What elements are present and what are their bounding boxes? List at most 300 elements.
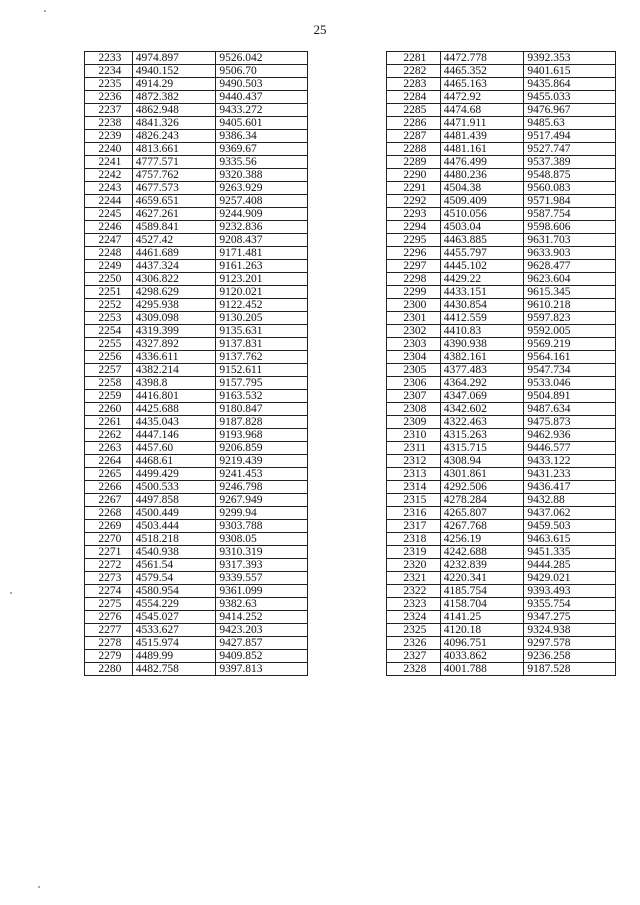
x-coordinate-cell: 4940.152 bbox=[132, 65, 216, 78]
x-coordinate-cell: 4841.326 bbox=[132, 117, 216, 130]
point-number-cell: 2297 bbox=[387, 260, 441, 273]
y-coordinate-cell: 9297.578 bbox=[524, 637, 616, 650]
y-coordinate-cell: 9455.033 bbox=[524, 91, 616, 104]
point-number-cell: 2275 bbox=[85, 598, 133, 611]
x-coordinate-cell: 4533.627 bbox=[132, 624, 216, 637]
point-number-cell: 2264 bbox=[85, 455, 133, 468]
x-coordinate-cell: 4481.161 bbox=[440, 143, 524, 156]
y-coordinate-cell: 9432.88 bbox=[524, 494, 616, 507]
table-row bbox=[85, 351, 308, 364]
y-coordinate-cell: 9308.05 bbox=[216, 533, 308, 546]
x-coordinate-cell: 4309.098 bbox=[132, 312, 216, 325]
table-row bbox=[387, 663, 616, 676]
point-number-cell: 2262 bbox=[85, 429, 133, 442]
point-number-cell: 2276 bbox=[85, 611, 133, 624]
table-row bbox=[387, 117, 616, 130]
scan-speck bbox=[10, 592, 12, 594]
table-row bbox=[387, 429, 616, 442]
table-row bbox=[387, 468, 616, 481]
point-number-cell: 2317 bbox=[387, 520, 441, 533]
table-row bbox=[387, 130, 616, 143]
x-coordinate-cell: 4813.661 bbox=[132, 143, 216, 156]
table-row bbox=[85, 520, 308, 533]
y-coordinate-cell: 9610.218 bbox=[524, 299, 616, 312]
x-coordinate-cell: 4527.42 bbox=[132, 234, 216, 247]
point-number-cell: 2291 bbox=[387, 182, 441, 195]
table-row bbox=[85, 637, 308, 650]
y-coordinate-cell: 9180.847 bbox=[216, 403, 308, 416]
y-coordinate-cell: 9299.94 bbox=[216, 507, 308, 520]
y-coordinate-cell: 9433.122 bbox=[524, 455, 616, 468]
x-coordinate-cell: 4659.651 bbox=[132, 195, 216, 208]
point-number-cell: 2274 bbox=[85, 585, 133, 598]
y-coordinate-cell: 9137.831 bbox=[216, 338, 308, 351]
y-coordinate-cell: 9485.63 bbox=[524, 117, 616, 130]
point-number-cell: 2256 bbox=[85, 351, 133, 364]
point-number-cell: 2304 bbox=[387, 351, 441, 364]
y-coordinate-cell: 9137.762 bbox=[216, 351, 308, 364]
y-coordinate-cell: 9451.335 bbox=[524, 546, 616, 559]
x-coordinate-cell: 4482.758 bbox=[132, 663, 216, 676]
point-number-cell: 2307 bbox=[387, 390, 441, 403]
x-coordinate-cell: 4677.573 bbox=[132, 182, 216, 195]
y-coordinate-cell: 9490.503 bbox=[216, 78, 308, 91]
point-number-cell: 2280 bbox=[85, 663, 133, 676]
table-row bbox=[85, 507, 308, 520]
x-coordinate-cell: 4327.892 bbox=[132, 338, 216, 351]
table-row bbox=[387, 455, 616, 468]
x-coordinate-cell: 4416.801 bbox=[132, 390, 216, 403]
table-row bbox=[85, 286, 308, 299]
coordinates-table-right bbox=[386, 51, 616, 676]
y-coordinate-cell: 9459.503 bbox=[524, 520, 616, 533]
table-row bbox=[85, 494, 308, 507]
point-number-cell: 2289 bbox=[387, 156, 441, 169]
table-row bbox=[85, 377, 308, 390]
y-coordinate-cell: 9475.873 bbox=[524, 416, 616, 429]
y-coordinate-cell: 9303.788 bbox=[216, 520, 308, 533]
x-coordinate-cell: 4001.788 bbox=[440, 663, 524, 676]
point-number-cell: 2309 bbox=[387, 416, 441, 429]
y-coordinate-cell: 9397.813 bbox=[216, 663, 308, 676]
y-coordinate-cell: 9361.099 bbox=[216, 585, 308, 598]
point-number-cell: 2292 bbox=[387, 195, 441, 208]
x-coordinate-cell: 4509.409 bbox=[440, 195, 524, 208]
x-coordinate-cell: 4471.911 bbox=[440, 117, 524, 130]
table-row bbox=[387, 624, 616, 637]
table-row bbox=[85, 624, 308, 637]
x-coordinate-cell: 4472.778 bbox=[440, 52, 524, 65]
point-number-cell: 2308 bbox=[387, 403, 441, 416]
table-row bbox=[85, 390, 308, 403]
point-number-cell: 2261 bbox=[85, 416, 133, 429]
y-coordinate-cell: 9320.388 bbox=[216, 169, 308, 182]
x-coordinate-cell: 4481.439 bbox=[440, 130, 524, 143]
y-coordinate-cell: 9506.70 bbox=[216, 65, 308, 78]
table-row bbox=[387, 559, 616, 572]
point-number-cell: 2299 bbox=[387, 286, 441, 299]
point-number-cell: 2305 bbox=[387, 364, 441, 377]
x-coordinate-cell: 4319.399 bbox=[132, 325, 216, 338]
point-number-cell: 2306 bbox=[387, 377, 441, 390]
x-coordinate-cell: 4301.861 bbox=[440, 468, 524, 481]
x-coordinate-cell: 4292.506 bbox=[440, 481, 524, 494]
point-number-cell: 2265 bbox=[85, 468, 133, 481]
point-number-cell: 2253 bbox=[85, 312, 133, 325]
y-coordinate-cell: 9206.859 bbox=[216, 442, 308, 455]
table-row bbox=[387, 169, 616, 182]
coordinates-table-left bbox=[84, 51, 308, 676]
table-row bbox=[387, 546, 616, 559]
y-coordinate-cell: 9504.891 bbox=[524, 390, 616, 403]
point-number-cell: 2242 bbox=[85, 169, 133, 182]
point-number-cell: 2288 bbox=[387, 143, 441, 156]
point-number-cell: 2278 bbox=[85, 637, 133, 650]
x-coordinate-cell: 4515.974 bbox=[132, 637, 216, 650]
point-number-cell: 2233 bbox=[85, 52, 133, 65]
x-coordinate-cell: 4540.938 bbox=[132, 546, 216, 559]
table-row bbox=[387, 650, 616, 663]
table-row bbox=[85, 585, 308, 598]
x-coordinate-cell: 4499.429 bbox=[132, 468, 216, 481]
x-coordinate-cell: 4256.19 bbox=[440, 533, 524, 546]
table-row bbox=[387, 104, 616, 117]
y-coordinate-cell: 9409.852 bbox=[216, 650, 308, 663]
point-number-cell: 2268 bbox=[85, 507, 133, 520]
point-number-cell: 2313 bbox=[387, 468, 441, 481]
y-coordinate-cell: 9193.968 bbox=[216, 429, 308, 442]
point-number-cell: 2248 bbox=[85, 247, 133, 260]
point-number-cell: 2247 bbox=[85, 234, 133, 247]
x-coordinate-cell: 4445.102 bbox=[440, 260, 524, 273]
table-row bbox=[85, 546, 308, 559]
table-row bbox=[387, 585, 616, 598]
x-coordinate-cell: 4463.885 bbox=[440, 234, 524, 247]
y-coordinate-cell: 9339.557 bbox=[216, 572, 308, 585]
y-coordinate-cell: 9335.56 bbox=[216, 156, 308, 169]
y-coordinate-cell: 9122.452 bbox=[216, 299, 308, 312]
y-coordinate-cell: 9564.161 bbox=[524, 351, 616, 364]
point-number-cell: 2285 bbox=[387, 104, 441, 117]
x-coordinate-cell: 4315.715 bbox=[440, 442, 524, 455]
point-number-cell: 2282 bbox=[387, 65, 441, 78]
x-coordinate-cell: 4382.214 bbox=[132, 364, 216, 377]
point-number-cell: 2246 bbox=[85, 221, 133, 234]
x-coordinate-cell: 4472.92 bbox=[440, 91, 524, 104]
x-coordinate-cell: 4580.954 bbox=[132, 585, 216, 598]
table-row bbox=[387, 234, 616, 247]
y-coordinate-cell: 9317.393 bbox=[216, 559, 308, 572]
table-row bbox=[85, 156, 308, 169]
x-coordinate-cell: 4489.99 bbox=[132, 650, 216, 663]
table-row bbox=[85, 455, 308, 468]
x-coordinate-cell: 4278.284 bbox=[440, 494, 524, 507]
y-coordinate-cell: 9462.936 bbox=[524, 429, 616, 442]
point-number-cell: 2322 bbox=[387, 585, 441, 598]
table-row bbox=[85, 143, 308, 156]
point-number-cell: 2273 bbox=[85, 572, 133, 585]
x-coordinate-cell: 4503.444 bbox=[132, 520, 216, 533]
x-coordinate-cell: 4974.897 bbox=[132, 52, 216, 65]
table-row bbox=[387, 442, 616, 455]
x-coordinate-cell: 4347.069 bbox=[440, 390, 524, 403]
point-number-cell: 2311 bbox=[387, 442, 441, 455]
table-row bbox=[387, 338, 616, 351]
y-coordinate-cell: 9405.601 bbox=[216, 117, 308, 130]
point-number-cell: 2328 bbox=[387, 663, 441, 676]
y-coordinate-cell: 9236.258 bbox=[524, 650, 616, 663]
point-number-cell: 2301 bbox=[387, 312, 441, 325]
table-row bbox=[85, 182, 308, 195]
x-coordinate-cell: 4315.263 bbox=[440, 429, 524, 442]
table-row bbox=[85, 364, 308, 377]
table-row bbox=[85, 533, 308, 546]
x-coordinate-cell: 4554.229 bbox=[132, 598, 216, 611]
y-coordinate-cell: 9386.34 bbox=[216, 130, 308, 143]
point-number-cell: 2239 bbox=[85, 130, 133, 143]
y-coordinate-cell: 9633.903 bbox=[524, 247, 616, 260]
x-coordinate-cell: 4158.704 bbox=[440, 598, 524, 611]
x-coordinate-cell: 4435.043 bbox=[132, 416, 216, 429]
y-coordinate-cell: 9161.263 bbox=[216, 260, 308, 273]
y-coordinate-cell: 9208.437 bbox=[216, 234, 308, 247]
x-coordinate-cell: 4500.533 bbox=[132, 481, 216, 494]
y-coordinate-cell: 9157.795 bbox=[216, 377, 308, 390]
y-coordinate-cell: 9246.798 bbox=[216, 481, 308, 494]
y-coordinate-cell: 9437.062 bbox=[524, 507, 616, 520]
point-number-cell: 2321 bbox=[387, 572, 441, 585]
y-coordinate-cell: 9598.606 bbox=[524, 221, 616, 234]
y-coordinate-cell: 9241.453 bbox=[216, 468, 308, 481]
point-number-cell: 2316 bbox=[387, 507, 441, 520]
point-number-cell: 2319 bbox=[387, 546, 441, 559]
table-row bbox=[387, 195, 616, 208]
table-row bbox=[387, 208, 616, 221]
x-coordinate-cell: 4862.948 bbox=[132, 104, 216, 117]
y-coordinate-cell: 9446.577 bbox=[524, 442, 616, 455]
table-row bbox=[387, 273, 616, 286]
table-row bbox=[85, 481, 308, 494]
point-number-cell: 2325 bbox=[387, 624, 441, 637]
y-coordinate-cell: 9533.046 bbox=[524, 377, 616, 390]
y-coordinate-cell: 9433.272 bbox=[216, 104, 308, 117]
table-row bbox=[387, 299, 616, 312]
x-coordinate-cell: 4504.38 bbox=[440, 182, 524, 195]
x-coordinate-cell: 4457.60 bbox=[132, 442, 216, 455]
point-number-cell: 2310 bbox=[387, 429, 441, 442]
point-number-cell: 2251 bbox=[85, 286, 133, 299]
point-number-cell: 2300 bbox=[387, 299, 441, 312]
table-row bbox=[85, 52, 308, 65]
point-number-cell: 2327 bbox=[387, 650, 441, 663]
point-number-cell: 2252 bbox=[85, 299, 133, 312]
point-number-cell: 2267 bbox=[85, 494, 133, 507]
y-coordinate-cell: 9517.494 bbox=[524, 130, 616, 143]
table-row bbox=[387, 312, 616, 325]
table-row bbox=[85, 247, 308, 260]
point-number-cell: 2250 bbox=[85, 273, 133, 286]
table-row bbox=[85, 195, 308, 208]
table-row bbox=[85, 442, 308, 455]
y-coordinate-cell: 9123.201 bbox=[216, 273, 308, 286]
table-row bbox=[387, 351, 616, 364]
x-coordinate-cell: 4377.483 bbox=[440, 364, 524, 377]
table-row bbox=[387, 416, 616, 429]
table-row bbox=[387, 377, 616, 390]
y-coordinate-cell: 9592.005 bbox=[524, 325, 616, 338]
x-coordinate-cell: 4425.688 bbox=[132, 403, 216, 416]
x-coordinate-cell: 4267.768 bbox=[440, 520, 524, 533]
point-number-cell: 2284 bbox=[387, 91, 441, 104]
y-coordinate-cell: 9569.219 bbox=[524, 338, 616, 351]
table-row bbox=[387, 611, 616, 624]
table-row bbox=[85, 104, 308, 117]
y-coordinate-cell: 9527.747 bbox=[524, 143, 616, 156]
point-number-cell: 2286 bbox=[387, 117, 441, 130]
table-row bbox=[85, 312, 308, 325]
x-coordinate-cell: 4826.243 bbox=[132, 130, 216, 143]
table-row bbox=[387, 520, 616, 533]
table-row bbox=[85, 221, 308, 234]
y-coordinate-cell: 9631.703 bbox=[524, 234, 616, 247]
table-row bbox=[85, 325, 308, 338]
table-row bbox=[85, 117, 308, 130]
point-number-cell: 2234 bbox=[85, 65, 133, 78]
x-coordinate-cell: 4382.161 bbox=[440, 351, 524, 364]
point-number-cell: 2320 bbox=[387, 559, 441, 572]
table-row bbox=[85, 572, 308, 585]
point-number-cell: 2303 bbox=[387, 338, 441, 351]
x-coordinate-cell: 4480.236 bbox=[440, 169, 524, 182]
point-number-cell: 2245 bbox=[85, 208, 133, 221]
x-coordinate-cell: 4295.938 bbox=[132, 299, 216, 312]
x-coordinate-cell: 4545.027 bbox=[132, 611, 216, 624]
y-coordinate-cell: 9427.857 bbox=[216, 637, 308, 650]
y-coordinate-cell: 9130.205 bbox=[216, 312, 308, 325]
point-number-cell: 2290 bbox=[387, 169, 441, 182]
y-coordinate-cell: 9382.63 bbox=[216, 598, 308, 611]
point-number-cell: 2315 bbox=[387, 494, 441, 507]
y-coordinate-cell: 9163.532 bbox=[216, 390, 308, 403]
y-coordinate-cell: 9444.285 bbox=[524, 559, 616, 572]
x-coordinate-cell: 4342.602 bbox=[440, 403, 524, 416]
table-row bbox=[387, 260, 616, 273]
x-coordinate-cell: 4308.94 bbox=[440, 455, 524, 468]
table-row bbox=[85, 416, 308, 429]
point-number-cell: 2257 bbox=[85, 364, 133, 377]
y-coordinate-cell: 9487.634 bbox=[524, 403, 616, 416]
point-number-cell: 2258 bbox=[85, 377, 133, 390]
x-coordinate-cell: 4096.751 bbox=[440, 637, 524, 650]
point-number-cell: 2296 bbox=[387, 247, 441, 260]
x-coordinate-cell: 4430.854 bbox=[440, 299, 524, 312]
x-coordinate-cell: 4461.689 bbox=[132, 247, 216, 260]
y-coordinate-cell: 9476.967 bbox=[524, 104, 616, 117]
point-number-cell: 2236 bbox=[85, 91, 133, 104]
page-number: 25 bbox=[313, 22, 327, 37]
x-coordinate-cell: 4412.559 bbox=[440, 312, 524, 325]
point-number-cell: 2241 bbox=[85, 156, 133, 169]
table-row bbox=[387, 221, 616, 234]
table-row bbox=[387, 325, 616, 338]
table-row bbox=[387, 637, 616, 650]
x-coordinate-cell: 4510.056 bbox=[440, 208, 524, 221]
table-row bbox=[387, 494, 616, 507]
y-coordinate-cell: 9244.909 bbox=[216, 208, 308, 221]
table-row bbox=[85, 169, 308, 182]
table-row bbox=[387, 286, 616, 299]
x-coordinate-cell: 4503.04 bbox=[440, 221, 524, 234]
table-row bbox=[85, 65, 308, 78]
y-coordinate-cell: 9587.754 bbox=[524, 208, 616, 221]
x-coordinate-cell: 4589.841 bbox=[132, 221, 216, 234]
x-coordinate-cell: 4468.61 bbox=[132, 455, 216, 468]
table-row bbox=[387, 78, 616, 91]
scan-speck bbox=[44, 10, 46, 12]
x-coordinate-cell: 4429.22 bbox=[440, 273, 524, 286]
table-row bbox=[387, 481, 616, 494]
y-coordinate-cell: 9628.477 bbox=[524, 260, 616, 273]
y-coordinate-cell: 9267.949 bbox=[216, 494, 308, 507]
x-coordinate-cell: 4474.68 bbox=[440, 104, 524, 117]
y-coordinate-cell: 9615.345 bbox=[524, 286, 616, 299]
y-coordinate-cell: 9187.828 bbox=[216, 416, 308, 429]
x-coordinate-cell: 4579.54 bbox=[132, 572, 216, 585]
point-number-cell: 2312 bbox=[387, 455, 441, 468]
table-row bbox=[387, 507, 616, 520]
point-number-cell: 2277 bbox=[85, 624, 133, 637]
y-coordinate-cell: 9597.823 bbox=[524, 312, 616, 325]
y-coordinate-cell: 9463.615 bbox=[524, 533, 616, 546]
y-coordinate-cell: 9560.083 bbox=[524, 182, 616, 195]
point-number-cell: 2235 bbox=[85, 78, 133, 91]
table-row bbox=[387, 91, 616, 104]
table-row bbox=[387, 390, 616, 403]
table-row bbox=[85, 273, 308, 286]
x-coordinate-cell: 4265.807 bbox=[440, 507, 524, 520]
x-coordinate-cell: 4777.571 bbox=[132, 156, 216, 169]
y-coordinate-cell: 9526.042 bbox=[216, 52, 308, 65]
x-coordinate-cell: 4627.261 bbox=[132, 208, 216, 221]
y-coordinate-cell: 9393.493 bbox=[524, 585, 616, 598]
y-coordinate-cell: 9310.319 bbox=[216, 546, 308, 559]
y-coordinate-cell: 9187.528 bbox=[524, 663, 616, 676]
x-coordinate-cell: 4914.29 bbox=[132, 78, 216, 91]
table-row bbox=[85, 650, 308, 663]
y-coordinate-cell: 9120.021 bbox=[216, 286, 308, 299]
table-row bbox=[85, 78, 308, 91]
y-coordinate-cell: 9423.203 bbox=[216, 624, 308, 637]
x-coordinate-cell: 4437.324 bbox=[132, 260, 216, 273]
table-row bbox=[85, 468, 308, 481]
y-coordinate-cell: 9171.481 bbox=[216, 247, 308, 260]
y-coordinate-cell: 9414.252 bbox=[216, 611, 308, 624]
x-coordinate-cell: 4872.382 bbox=[132, 91, 216, 104]
point-number-cell: 2294 bbox=[387, 221, 441, 234]
point-number-cell: 2272 bbox=[85, 559, 133, 572]
y-coordinate-cell: 9257.408 bbox=[216, 195, 308, 208]
y-coordinate-cell: 9355.754 bbox=[524, 598, 616, 611]
y-coordinate-cell: 9440.437 bbox=[216, 91, 308, 104]
x-coordinate-cell: 4185.754 bbox=[440, 585, 524, 598]
y-coordinate-cell: 9401.615 bbox=[524, 65, 616, 78]
point-number-cell: 2244 bbox=[85, 195, 133, 208]
point-number-cell: 2243 bbox=[85, 182, 133, 195]
x-coordinate-cell: 4398.8 bbox=[132, 377, 216, 390]
x-coordinate-cell: 4220.341 bbox=[440, 572, 524, 585]
y-coordinate-cell: 9324.938 bbox=[524, 624, 616, 637]
y-coordinate-cell: 9263.929 bbox=[216, 182, 308, 195]
